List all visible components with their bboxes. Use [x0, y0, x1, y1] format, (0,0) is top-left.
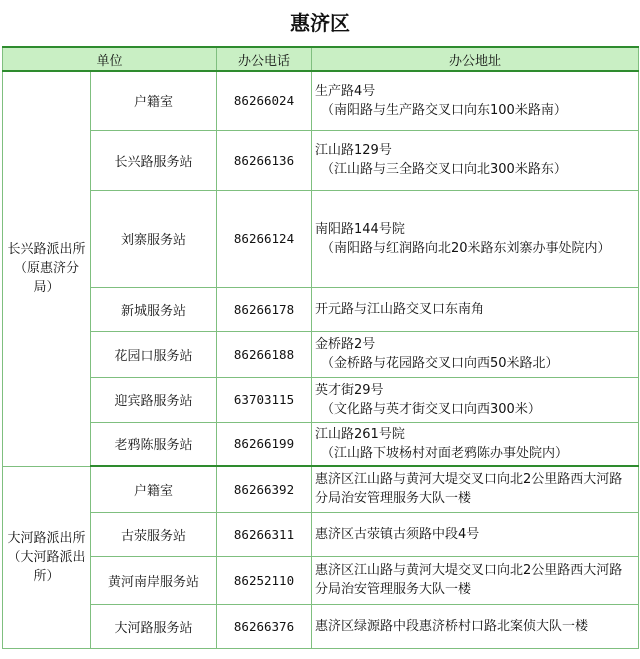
station-cell: 大河路服务站	[91, 604, 217, 648]
phone-cell: 63703115	[217, 377, 312, 422]
header-unit: 单位	[3, 47, 217, 71]
phone-cell: 86266178	[217, 287, 312, 331]
phone-cell: 86266376	[217, 604, 312, 648]
station-cell: 户籍室	[91, 71, 217, 130]
table-row	[3, 377, 639, 422]
phone-cell: 86266124	[217, 190, 312, 287]
station-cell: 花园口服务站	[91, 331, 217, 377]
phone-cell: 86266188	[217, 331, 312, 377]
phone-cell: 86266392	[217, 466, 312, 512]
table-row	[3, 331, 639, 377]
address-cell: 惠济区绿源路中段惠济桥村口路北案侦大队一楼	[312, 604, 639, 648]
address-line: 生产路4号	[315, 83, 376, 99]
address-cell	[312, 130, 639, 190]
address-line: 南阳路144号院	[315, 221, 405, 237]
phone-cell: 86266311	[217, 512, 312, 556]
address-cell: 惠济区江山路与黄河大堤交叉口向北2公里路西大河路分局治安管理服务大队一楼	[312, 556, 639, 604]
address-cell	[312, 190, 639, 287]
table-row	[3, 422, 639, 466]
station-cell: 古荥服务站	[91, 512, 217, 556]
address-detail: （江山路下坡杨村对面老鸦陈办事处院内）	[321, 445, 569, 461]
phone-cell: 86252110	[217, 556, 312, 604]
page-title: 惠济区	[290, 11, 350, 35]
address-detail: （南阳路与生产路交叉口向东100米路南）	[321, 102, 567, 118]
station-cell: 户籍室	[91, 466, 217, 512]
address-cell	[312, 71, 639, 130]
table-row	[3, 556, 639, 604]
station-cell: 新城服务站	[91, 287, 217, 331]
table-row	[3, 466, 639, 512]
table-row	[3, 190, 639, 287]
table-row	[3, 287, 639, 331]
address-detail: （江山路与三全路交叉口向北300米路东）	[321, 162, 567, 177]
station-cell: 长兴路服务站	[91, 130, 217, 190]
phone-cell: 86266136	[217, 130, 312, 190]
address-detail: （文化路与英才街交叉口向西300米）	[321, 401, 541, 417]
table-row	[3, 71, 639, 130]
address-detail: （南阳路与红润路向北20米路东刘寨办事处院内）	[321, 240, 611, 256]
address-cell	[312, 377, 639, 422]
address-cell: 惠济区江山路与黄河大堤交叉口向北2公里路西大河路分局治安管理服务大队一楼	[312, 466, 639, 512]
header-address: 办公地址	[312, 47, 639, 71]
station-cell: 迎宾路服务站	[91, 377, 217, 422]
unit-cell: 长兴路派出所（原惠济分局）	[3, 71, 91, 466]
address-line: 金桥路2号	[315, 337, 376, 352]
address-cell: 开元路与江山路交叉口东南角	[312, 287, 639, 331]
table-row	[3, 512, 639, 556]
station-cell: 老鸦陈服务站	[91, 422, 217, 466]
phone-cell: 86266024	[217, 71, 312, 130]
address-line: 江山路129号	[315, 143, 392, 158]
address-cell	[312, 331, 639, 377]
unit-cell: 大河路派出所（大河路派出所）	[3, 466, 91, 648]
address-cell	[312, 422, 639, 466]
station-cell: 刘寨服务站	[91, 190, 217, 287]
table-header-row	[3, 47, 639, 71]
address-cell: 惠济区古荥镇古须路中段4号	[312, 512, 639, 556]
header-phone: 办公电话	[217, 47, 312, 71]
address-line: 江山路261号院	[315, 426, 405, 442]
address-detail: （金桥路与花园路交叉口向西50米路北）	[321, 356, 559, 371]
table-row	[3, 604, 639, 648]
table-row	[3, 130, 639, 190]
phone-cell: 86266199	[217, 422, 312, 466]
station-cell: 黄河南岸服务站	[91, 556, 217, 604]
police-station-table	[2, 46, 639, 649]
address-line: 英才街29号	[315, 382, 384, 398]
